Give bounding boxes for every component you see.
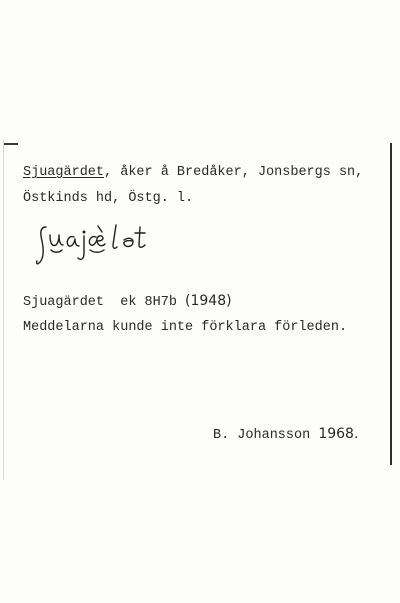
reference-year: (1948) [185,293,232,309]
place-name: Sjuagärdet [23,165,105,180]
reference-line [23,293,232,310]
signature-line [213,426,358,443]
signature-year: 1968. [318,426,359,442]
district-line: Östkinds hd, Östg. l. [23,191,194,206]
reference-text: Sjuagärdet ek 8H7b [23,295,186,310]
card-left-edge [3,140,4,480]
comment-line: Meddelarna kunde inte förklara förleden. [23,320,348,335]
card-edge-mark [4,143,18,145]
handwritten-phonetic-transcription [36,223,166,269]
signature-name: B. Johansson [213,428,319,443]
card-right-border [390,143,392,465]
place-description: , åker å Bredåker, Jonsbergs sn, [104,165,364,180]
phonetic-text: ʃu̯ajæ̞ːlət [36,223,42,224]
place-entry-line [23,165,363,180]
